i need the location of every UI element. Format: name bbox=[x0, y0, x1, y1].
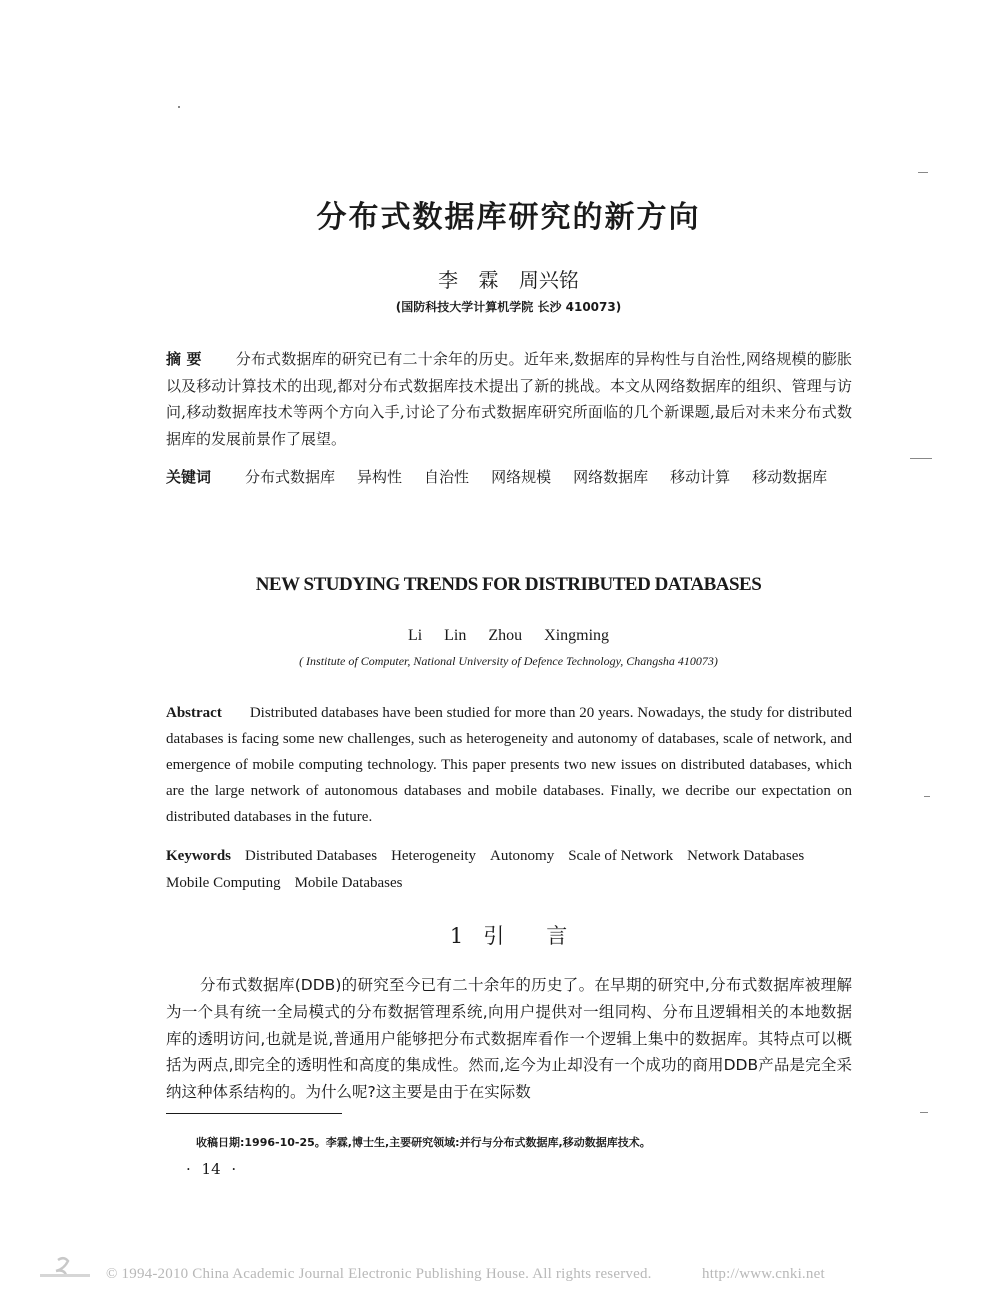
keywords-chinese bbox=[166, 464, 852, 491]
title-english: NEW STUDYING TRENDS FOR DISTRIBUTED DATABASES bbox=[255, 574, 762, 595]
footer-url[interactable]: http://www.cnki.net bbox=[702, 1266, 825, 1282]
scan-speck bbox=[920, 1112, 928, 1113]
body-paragraph: 分布式数据库(DDB)的研究至今已有二十余年的历史了。在早期的研究中,分布式数据库被理解为一个具有统一全局模式的分布数据管理系统,向用户提供对一组同构、分布且逻辑相关的本地数据库的透明访问,也就是说,普通用户能够把分布式数据库看作一个逻辑上集中的数据库。其特点可以概括为两点,即完全的透明性和高度的集成性。然而,迄今为止却没有一个成功的商用DDB产品是完全采纳这种体系结构的。为什么呢?这主要是由于在实际数 bbox=[166, 976, 852, 1102]
scan-speck bbox=[910, 458, 932, 459]
keyword-cn: 自治性 bbox=[424, 468, 470, 486]
affiliation-chinese: (国防科技大学计算机学院 长沙 410073) bbox=[395, 300, 622, 314]
scan-speck bbox=[924, 796, 930, 797]
cnki-logo-icon bbox=[36, 1254, 94, 1280]
keyword-en: Mobile Computing bbox=[166, 875, 281, 891]
abstract-chinese-text: 分布式数据库的研究已有二十余年的历史。近年来,数据库的异构性与自治性,网络规模的膨胀以及移动计算技术的出现,都对分布式数据库技术提出了新的挑战。本文从网络数据库的组织、管理与访问,移动数据库技术等两个方向入手,讨论了分布式数据库研究所面临的几个新课题,最后对未来分布式数据库的发展前景作了展望。 bbox=[166, 350, 852, 448]
authors-english: Li Lin Zhou Xingming bbox=[407, 627, 610, 644]
section-title-word: 言 bbox=[546, 924, 568, 948]
keyword-cn: 网络数据库 bbox=[573, 468, 649, 486]
scan-speck bbox=[918, 172, 928, 173]
section-heading bbox=[0, 920, 997, 950]
title-chinese: 分布式数据库研究的新方向 bbox=[316, 200, 701, 235]
scan-speck bbox=[178, 106, 180, 108]
keyword-cn: 异构性 bbox=[357, 468, 403, 486]
keyword-en: Mobile Databases bbox=[294, 875, 403, 891]
keyword-en: Autonomy bbox=[490, 848, 555, 864]
affiliation-english: ( Institute of Computer, National University of Defence Technology, Changsha 410073) bbox=[299, 654, 718, 668]
copyright-text: © 1994-2010 China Academic Journal Electronic Publishing House. All rights reserved. bbox=[106, 1266, 652, 1282]
keyword-cn: 移动数据库 bbox=[752, 468, 828, 486]
abstract-english bbox=[166, 700, 852, 830]
keywords-english-label: Keywords bbox=[166, 848, 231, 864]
keyword-cn: 移动计算 bbox=[670, 468, 731, 486]
keyword-cn: 网络规模 bbox=[491, 468, 552, 486]
keyword-en: Heterogeneity bbox=[391, 848, 477, 864]
footnote: 收稿日期:1996-10-25。李霖,博士生,主要研究领域:并行与分布式数据库,移动数据库技术。 bbox=[196, 1136, 651, 1149]
authors-chinese: 李 霖 周兴铭 bbox=[438, 268, 579, 292]
abstract-chinese-label: 摘 要 bbox=[166, 350, 202, 368]
abstract-chinese bbox=[166, 346, 852, 452]
keyword-en: Distributed Databases bbox=[245, 848, 378, 864]
abstract-english-label: Abstract bbox=[166, 705, 222, 721]
keywords-chinese-label: 关键词 bbox=[166, 468, 212, 486]
section-title-word: 引 bbox=[483, 924, 505, 948]
section-number: 1 bbox=[449, 924, 464, 948]
page-number: · 14 · bbox=[186, 1160, 237, 1178]
abstract-english-text: Distributed databases have been studied for more than 20 years. Nowadays, the study for distributed databases is facing some new challenges, such as heterogeneity and autonomy of databases, scale of network, and emergence of mobile computing technology. This paper presents two new issues on distributed databases, which are the large network of autonomous databases and mobile databases. Finally, we decribe our expectation on distributed databases in the future. bbox=[166, 705, 852, 825]
keyword-en: Network Databases bbox=[687, 848, 805, 864]
keywords-english bbox=[166, 843, 852, 897]
keyword-en: Scale of Network bbox=[568, 848, 674, 864]
keyword-cn: 分布式数据库 bbox=[245, 468, 336, 486]
copyright-footer bbox=[36, 1262, 936, 1286]
footnote-divider bbox=[166, 1113, 342, 1114]
